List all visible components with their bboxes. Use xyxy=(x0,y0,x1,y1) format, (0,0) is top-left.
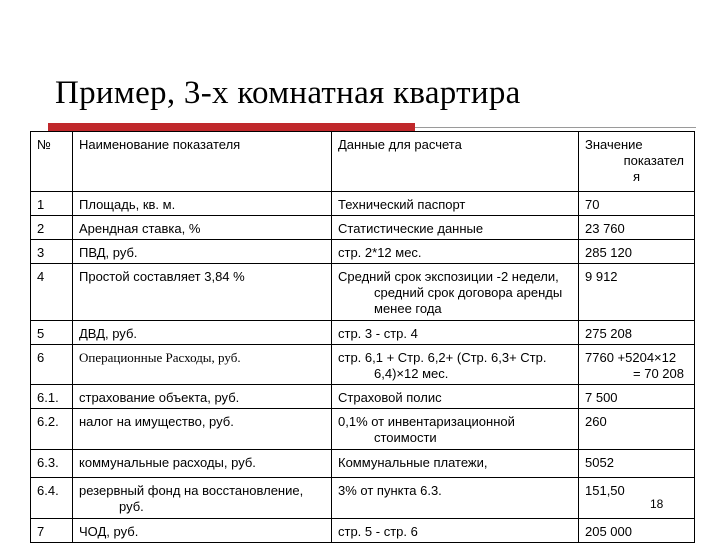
row-value: 70 xyxy=(579,192,695,216)
row-value: 275 208 xyxy=(579,321,695,345)
row-value: 9 912 xyxy=(579,264,695,321)
row-calc-text: Средний срок экспозиции -2 недели, средний срок договора аренды менее года xyxy=(338,269,563,316)
row-number: 2 xyxy=(31,216,73,240)
row-number: 1 xyxy=(31,192,73,216)
header-number: № xyxy=(31,132,73,192)
table-row xyxy=(31,478,695,519)
row-name: Операционные Расходы, руб. xyxy=(73,345,332,385)
row-calc: 3% от пункта 6.3. xyxy=(332,478,579,519)
row-calc xyxy=(332,409,579,450)
row-number: 6 xyxy=(31,345,73,385)
row-value: 260 xyxy=(579,409,695,450)
row-number: 7 xyxy=(31,519,73,543)
row-name: ЧОД, руб. xyxy=(73,519,332,543)
page-number: 18 xyxy=(650,497,664,511)
row-number: 3 xyxy=(31,240,73,264)
row-name: налог на имущество, руб. xyxy=(73,409,332,450)
row-number: 6.4. xyxy=(31,478,73,519)
header-calculation-data: Данные для расчета xyxy=(332,132,579,192)
row-calc: Статистические данные xyxy=(332,216,579,240)
header-value-line: я xyxy=(632,169,640,184)
table-row xyxy=(31,240,695,264)
row-name: Площадь, кв. м. xyxy=(73,192,332,216)
table-row xyxy=(31,264,695,321)
table-row xyxy=(31,409,695,450)
row-calc: Коммунальные платежи, xyxy=(332,450,579,478)
row-name: коммунальные расходы, руб. xyxy=(73,450,332,478)
row-name: Простой составляет 3,84 % xyxy=(73,264,332,321)
row-calc: стр. 2*12 мес. xyxy=(332,240,579,264)
header-value xyxy=(579,132,695,192)
row-name xyxy=(73,478,332,519)
row-number: 5 xyxy=(31,321,73,345)
row-calc: Технический паспорт xyxy=(332,192,579,216)
row-number: 6.3. xyxy=(31,450,73,478)
table-row xyxy=(31,321,695,345)
table-row xyxy=(31,450,695,478)
slide-title: Пример, 3-х комнатная квартира xyxy=(55,75,521,111)
table-row xyxy=(31,345,695,385)
row-calc: стр. 5 - стр. 6 xyxy=(332,519,579,543)
table-row xyxy=(31,216,695,240)
header-value-line: показател xyxy=(623,153,684,168)
row-value: 285 120 xyxy=(579,240,695,264)
row-name-text: резервный фонд на восстановление, руб. xyxy=(79,483,304,514)
header-value-line: Значение xyxy=(585,137,643,152)
row-number: 6.2. xyxy=(31,409,73,450)
row-number: 4 xyxy=(31,264,73,321)
row-name: ПВД, руб. xyxy=(73,240,332,264)
row-value: 23 760 xyxy=(579,216,695,240)
row-calc xyxy=(332,345,579,385)
row-name: Арендная ставка, % xyxy=(73,216,332,240)
row-value: 5052 xyxy=(579,450,695,478)
row-calc xyxy=(332,264,579,321)
title-accent-bar xyxy=(48,123,415,131)
header-indicator-name: Наименование показателя xyxy=(73,132,332,192)
row-value xyxy=(579,345,695,385)
table-row xyxy=(31,385,695,409)
table-row xyxy=(31,519,695,543)
row-number: 6.1. xyxy=(31,385,73,409)
row-calc: стр. 3 - стр. 4 xyxy=(332,321,579,345)
table-header-row xyxy=(31,132,695,192)
row-calc: Страховой полис xyxy=(332,385,579,409)
row-value: 205 000 xyxy=(579,519,695,543)
row-name: страхование объекта, руб. xyxy=(73,385,332,409)
row-name: ДВД, руб. xyxy=(73,321,332,345)
row-value: 7 500 xyxy=(579,385,695,409)
row-value-line: = 70 208 xyxy=(633,366,684,381)
row-value: 151,50 xyxy=(579,478,695,519)
table-row xyxy=(31,192,695,216)
row-calc-text: 0,1% от инвентаризационной стоимости xyxy=(338,414,515,445)
indicators-table xyxy=(30,131,695,543)
row-calc-text: стр. 6,1 + Стр. 6,2+ (Стр. 6,3+ Стр. 6,4)×12 мес. xyxy=(338,350,547,381)
row-value-line: 7760 +5204×12 xyxy=(585,350,677,365)
